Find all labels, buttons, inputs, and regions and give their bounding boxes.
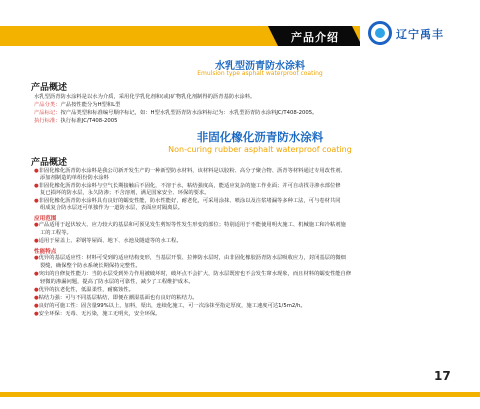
company-logo-icon xyxy=(368,21,392,45)
section1-row xyxy=(34,102,120,109)
bullet-icon: ● xyxy=(34,255,39,261)
scope-line: 工的工程等。 xyxy=(40,230,72,236)
scope-heading: 应用范围 xyxy=(34,216,57,222)
feature-line: ●粘结力强：可与不同基层粘结，即便在潮湿基面也有良好的粘结力。 xyxy=(34,295,198,301)
bullet-icon: ● xyxy=(34,303,39,309)
feature-line: ●优异的抗老化性，低温柔性，耐腐蚀性。 xyxy=(34,287,134,293)
overview-line: 添加剂制造的单组份防水涂料 xyxy=(40,175,109,181)
section2-heading: 产品概述 xyxy=(31,158,68,168)
section2-title: 非固化橡化沥青防水涂料 xyxy=(196,130,324,144)
feature-line: 轻微的渗漏问题，提高了防水层的可靠性，减少了工程维护成本。 xyxy=(40,279,194,285)
feature-line: 裂缝，确保整个防水系统长期保持完整性。 xyxy=(40,263,141,269)
overview-line: ●非固化橡化沥青防水涂料具有良好的蠕变性能，防水性能好，耐老化，可采用涂抹、喷涂以及注浆堵漏等多种工法，可与卷材共同 xyxy=(34,198,341,204)
section1-subtitle: Emulsion type asphalt waterproof coating xyxy=(197,70,323,77)
section1-row xyxy=(34,118,117,125)
row-text: 产品按性能分为H型和L型 xyxy=(60,102,121,108)
feature-line: ●优异的基层适应性：材料可受到的适应结构变形，当基层开裂、拉伸防水层时，由非固化橡胶沥青防水层吸收应力，封闭基层的微细 xyxy=(34,255,346,261)
features-heading: 性能特点 xyxy=(34,249,57,255)
page-header-title: 产品介绍 xyxy=(291,31,339,44)
row-label: 产品标记： xyxy=(34,110,61,116)
row-text: 按产品类型和标准编号顺序标记，如：H型水乳型沥青防水涂料标记为：水乳型沥青防水涂料JC/T408-2005。 xyxy=(60,110,318,116)
scope-line: ●适用于屋盖上、彩钢等屋面、地下、水池及隧道等的水工程。 xyxy=(34,238,182,244)
bullet-icon: ● xyxy=(34,271,39,277)
bullet-icon: ● xyxy=(34,238,39,244)
overview-line: ●非固化橡化沥青防水涂料与空气长期接触后不固化，不溶于水，粘结强度高，能适应复杂的施工作业面；并可自动找寻渗水部位修 xyxy=(34,183,341,189)
section1-heading: 产品概述 xyxy=(31,83,68,93)
bullet-icon: ● xyxy=(34,198,39,204)
row-label: 执行标准： xyxy=(34,118,61,124)
bullet-icon: ● xyxy=(34,295,39,301)
bullet-icon: ● xyxy=(34,168,39,174)
feature-line: ●突出的自修复性能力：当防水层受到外力作用被破坏时，破坏点不会扩大，防水层既密也不会发生窜水现象，而且材料的蠕变性能自修 xyxy=(34,271,352,277)
overview-line: 复已损坏的防水层，永久防渗；不含溶剂，满足国家安全、环保的要求。 xyxy=(40,190,210,196)
section1-intro: 水乳型沥青防水涂料是以水为介质，采用化学乳化剂和(或)矿物乳化剂制得的沥青基防水涂料。 xyxy=(34,94,256,100)
bullet-icon: ● xyxy=(34,222,39,228)
section1-title: 水乳型沥青防水涂料 xyxy=(215,61,305,72)
company-logo-text: 辽宁禹丰 xyxy=(396,28,444,41)
scope-line: ●产品适用于起伏较大、应力较大的基层和可预见发生剪短等性发生形变的部位；特别适用于不能使用明火施工、机械施工和冷粘剂施 xyxy=(34,222,346,228)
page-number: 17 xyxy=(434,369,451,383)
bullet-icon: ● xyxy=(34,183,39,189)
row-label: 产品分类： xyxy=(34,102,61,108)
bottom-strip xyxy=(0,392,480,397)
overview-line: 组成复合防水层还可单独作为一道防水层，表面应对隔离层。 xyxy=(40,205,184,211)
section1-row xyxy=(34,110,317,117)
overview-line: ●非固化橡化沥青防水涂料是我公司新开发生产的一种新型防水材料，该材料是以胶粉、高分子聚合物、沥青等材料通过专用改性剂、 xyxy=(34,168,346,174)
row-text: 执行标准JC/T408-2005 xyxy=(60,118,118,124)
feature-line: ●良好的可施工性：固含量99%以上，加料，渠出，连续化施工，可一次涂抹至指定厚度，施工速度可达1/5m2/h。 xyxy=(34,303,306,309)
bullet-icon: ● xyxy=(34,287,39,293)
section2-subtitle: Non-curing rubber asphalt waterproof coating xyxy=(168,145,352,154)
bullet-icon: ● xyxy=(34,311,39,317)
feature-line: ●安全环保：无毒、无污染，施工无明火，安全环保。 xyxy=(34,311,161,317)
